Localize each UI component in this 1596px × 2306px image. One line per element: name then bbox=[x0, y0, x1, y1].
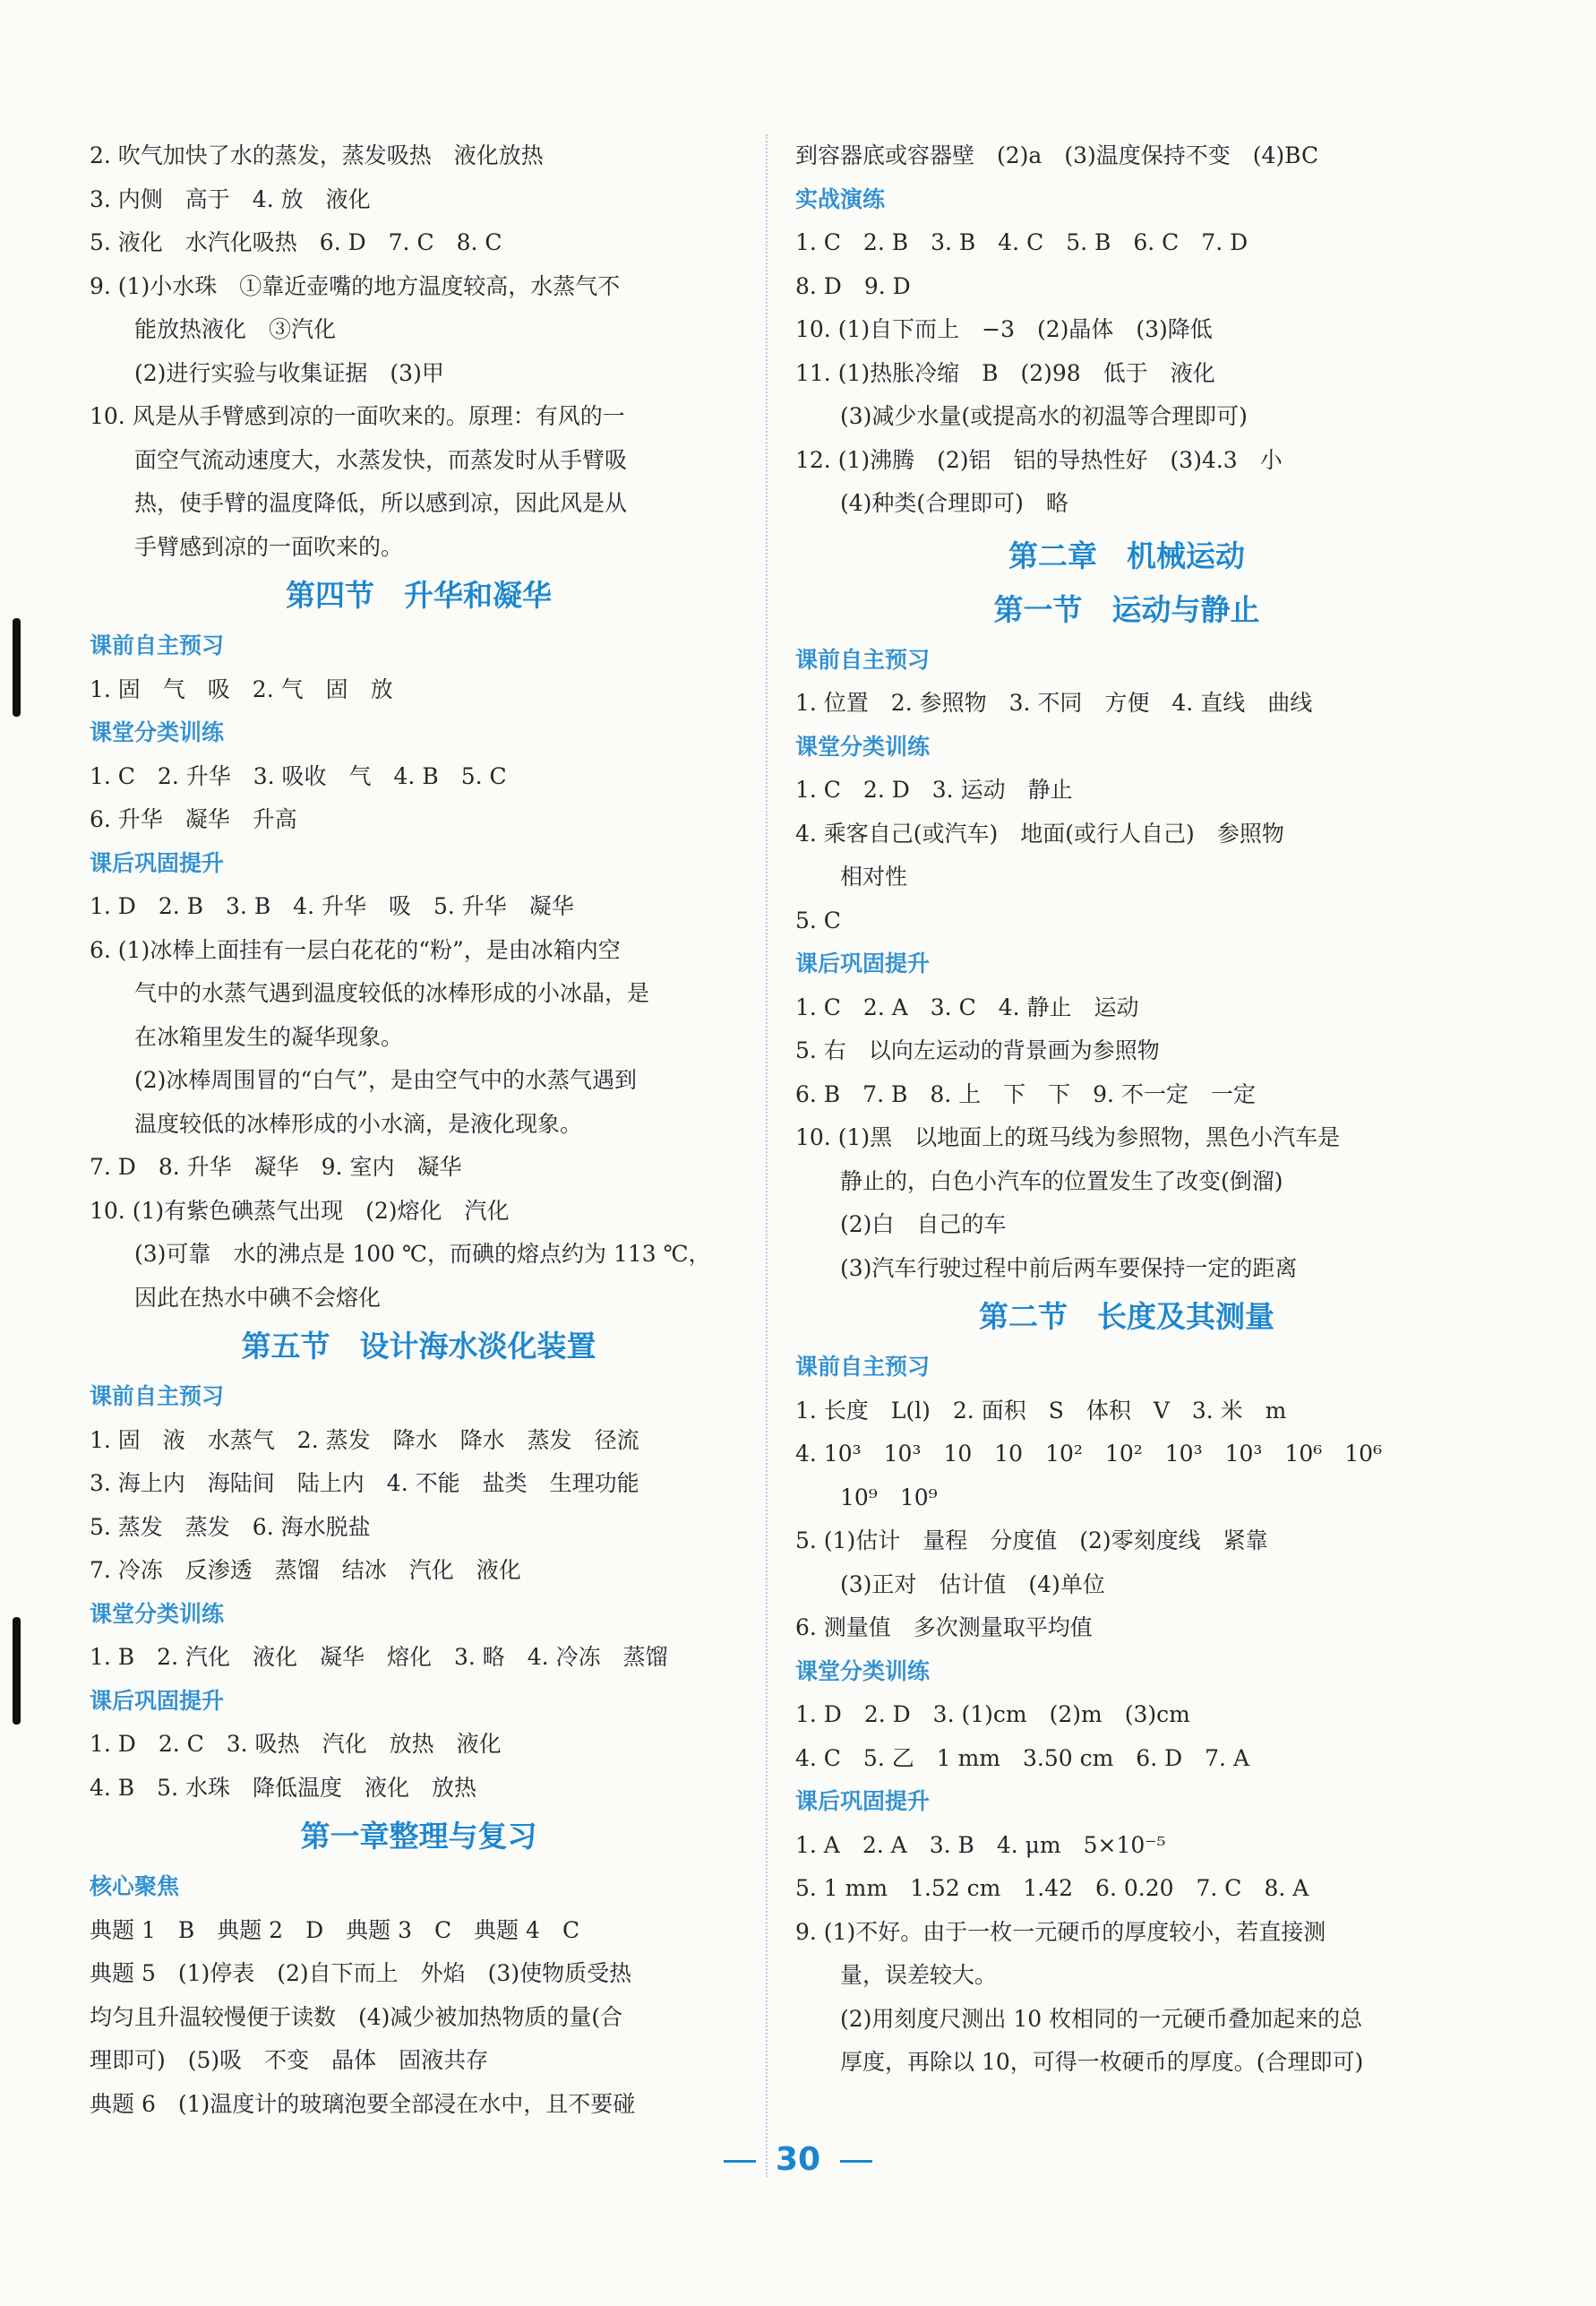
answer-line-continued: 面空气流动速度大，水蒸发快，而蒸发时从手臂吸 bbox=[134, 446, 628, 473]
answer-line: 5. (1)估计 量程 分度值 (2)零刻度线 紧靠 bbox=[795, 1527, 1268, 1553]
answer-line: 5. 液化 水汽化吸热 6. D 7. C 8. C bbox=[90, 229, 502, 255]
subsection-heading: 课堂分类训练 bbox=[90, 1600, 225, 1627]
right-column bbox=[795, 134, 1458, 2085]
section-heading: 第四节 升华和凝华 bbox=[286, 578, 552, 613]
answer-line: 6. (1)冰棒上面挂有一层白花花的“粉”，是由冰箱内空 bbox=[90, 936, 621, 963]
subsection-heading: 课前自主预习 bbox=[795, 646, 931, 673]
subsection-heading: 课堂分类训练 bbox=[90, 719, 225, 745]
answer-line: 4. B 5. 水珠 降低温度 液化 放热 bbox=[90, 1774, 476, 1801]
answer-line: 10. (1)自下而上 −3 (2)晶体 (3)降低 bbox=[795, 316, 1213, 342]
answer-line-continued: 能放热液化 ③汽化 bbox=[134, 316, 337, 342]
answer-line: 5. 1 mm 1.52 cm 1.42 6. 0.20 7. C 8. A bbox=[795, 1875, 1309, 1901]
answer-line: 1. C 2. A 3. C 4. 静止 运动 bbox=[795, 994, 1139, 1020]
section-heading: 第一节 运动与静止 bbox=[993, 591, 1260, 627]
answer-line: 1. 长度 L(l) 2. 面积 S 体积 V 3. 米 m bbox=[795, 1397, 1287, 1424]
subsection-heading: 课堂分类训练 bbox=[795, 1657, 931, 1684]
answer-line: 7. 冷冻 反渗透 蒸馏 结冰 汽化 液化 bbox=[90, 1557, 521, 1583]
answer-line: 4. 10³ 10³ 10 10 10² 10² 10³ 10³ 10⁶ 10⁶ bbox=[795, 1441, 1383, 1467]
subsection-heading: 课前自主预习 bbox=[90, 632, 225, 658]
answer-line-continued: 10⁹ 10⁹ bbox=[840, 1484, 938, 1510]
answer-line: 1. D 2. B 3. B 4. 升华 吸 5. 升华 凝华 bbox=[90, 893, 574, 919]
answer-line-continued: (2)进行实验与收集证据 (3)甲 bbox=[134, 359, 444, 386]
answer-line: 典题 1 B 典题 2 D 典题 3 C 典题 4 C bbox=[90, 1916, 580, 1943]
subsection-heading: 实战演练 bbox=[795, 185, 886, 212]
answer-line: 1. B 2. 汽化 液化 凝华 熔化 3. 略 4. 冷冻 蒸馏 bbox=[90, 1644, 668, 1670]
answer-line: 5. 蒸发 蒸发 6. 海水脱盐 bbox=[90, 1513, 371, 1540]
answer-line: 理即可) (5)吸 不变 晶体 固液共存 bbox=[90, 2047, 489, 2073]
dash-right bbox=[840, 2160, 872, 2163]
answer-line: 3. 内侧 高于 4. 放 液化 bbox=[90, 185, 371, 212]
answer-line: 6. 升华 凝华 升高 bbox=[90, 806, 297, 832]
answer-line: 1. 固 液 水蒸气 2. 蒸发 降水 降水 蒸发 径流 bbox=[90, 1426, 639, 1453]
column-divider bbox=[766, 134, 768, 2177]
answer-line-continued: 在冰箱里发生的凝华现象。 bbox=[134, 1023, 404, 1050]
chapter-heading: 第二章 机械运动 bbox=[1008, 538, 1245, 573]
answer-line-continued: (4)种类(合理即可) 略 bbox=[840, 490, 1068, 516]
answer-line: 9. (1)不好。由于一枚一元硬币的厚度较小，若直接测 bbox=[795, 1918, 1326, 1945]
answer-line-continued: 气中的水蒸气遇到温度较低的冰棒形成的小冰晶，是 bbox=[134, 980, 650, 1006]
answer-line: 1. 位置 2. 参照物 3. 不同 方便 4. 直线 曲线 bbox=[795, 690, 1313, 716]
answer-line: 到容器底或容器壁 (2)a (3)温度保持不变 (4)BC bbox=[795, 142, 1319, 168]
subsection-heading: 课后巩固提升 bbox=[90, 849, 225, 876]
answer-line: 1. C 2. D 3. 运动 静止 bbox=[795, 777, 1073, 803]
answer-line: 9. (1)小水珠 ①靠近壶嘴的地方温度较高，水蒸气不 bbox=[90, 272, 621, 299]
answer-line: 1. 固 气 吸 2. 气 固 放 bbox=[90, 675, 393, 702]
section-heading: 第五节 设计海水淡化装置 bbox=[241, 1329, 596, 1364]
answer-line: 2. 吹气加快了水的蒸发，蒸发吸热 液化放热 bbox=[90, 142, 544, 168]
answer-line-continued: (2)白 自己的车 bbox=[840, 1211, 1007, 1237]
answer-line-continued: (2)冰棒周围冒的“白气”，是由空气中的水蒸气遇到 bbox=[134, 1067, 637, 1093]
answer-line: 7. D 8. 升华 凝华 9. 室内 凝华 bbox=[90, 1154, 462, 1180]
answer-line: 1. D 2. D 3. (1)cm (2)m (3)cm bbox=[795, 1701, 1190, 1727]
scan-mark bbox=[13, 1617, 21, 1725]
answer-line-continued: (2)用刻度尺测出 10 枚相同的一元硬币叠加起来的总 bbox=[840, 2005, 1363, 2032]
answer-line: 1. C 2. 升华 3. 吸收 气 4. B 5. C bbox=[90, 762, 507, 789]
answer-line-continued: (3)汽车行驶过程中前后两车要保持一定的距离 bbox=[840, 1254, 1298, 1281]
answer-line: 4. 乘客自己(或汽车) 地面(或行人自己) 参照物 bbox=[795, 820, 1284, 847]
subsection-heading: 课后巩固提升 bbox=[795, 951, 931, 977]
subsection-heading: 课后巩固提升 bbox=[795, 1788, 931, 1814]
answer-line-continued: 温度较低的冰棒形成的小水滴，是液化现象。 bbox=[134, 1110, 583, 1137]
answer-line-continued: (3)正对 估计值 (4)单位 bbox=[840, 1570, 1105, 1597]
answer-line-continued: (3)减少水量(或提高水的初温等合理即可) bbox=[840, 403, 1248, 429]
answer-line-continued: 因此在热水中碘不会熔化 bbox=[134, 1284, 382, 1311]
answer-line: 典题 6 (1)温度计的玻璃泡要全部浸在水中，且不要碰 bbox=[90, 2090, 636, 2117]
answer-line: 12. (1)沸腾 (2)铝 铝的导热性好 (3)4.3 小 bbox=[795, 446, 1283, 473]
answer-line: 10. (1)黑 以地面上的斑马线为参照物，黑色小汽车是 bbox=[795, 1124, 1341, 1150]
dash-left bbox=[724, 2160, 756, 2163]
answer-line: 5. 右 以向左运动的背景画为参照物 bbox=[795, 1037, 1160, 1063]
answer-line-continued: 厚度，再除以 10，可得一枚硬币的厚度。(合理即可) bbox=[840, 2049, 1364, 2075]
answer-line-continued: 量，误差较大。 bbox=[840, 1962, 998, 1988]
answer-line: 11. (1)热胀冷缩 B (2)98 低于 液化 bbox=[795, 359, 1215, 386]
scan-mark bbox=[13, 618, 21, 717]
answer-line: 典题 5 (1)停表 (2)自下而上 外焰 (3)使物质受热 bbox=[90, 1960, 632, 1986]
page-number bbox=[0, 2141, 1596, 2178]
answer-line: 1. A 2. A 3. B 4. μm 5×10⁻⁵ bbox=[795, 1831, 1166, 1858]
subsection-heading: 核心聚焦 bbox=[90, 1873, 180, 1899]
answer-line: 8. D 9. D bbox=[795, 272, 911, 299]
section-heading: 第二节 长度及其测量 bbox=[979, 1299, 1274, 1334]
subsection-heading: 课前自主预习 bbox=[90, 1383, 225, 1409]
answer-line-continued: 热，使手臂的温度降低，所以感到凉，因此风是从 bbox=[134, 490, 628, 516]
answer-line-continued: 静止的，白色小汽车的位置发生了改变(倒溜) bbox=[840, 1167, 1283, 1194]
answer-line: 5. C bbox=[795, 907, 841, 934]
answer-line: 1. C 2. B 3. B 4. C 5. B 6. C 7. D bbox=[795, 229, 1248, 255]
subsection-heading: 课前自主预习 bbox=[795, 1354, 931, 1380]
section-heading: 第一章整理与复习 bbox=[300, 1819, 537, 1854]
answer-line: 6. B 7. B 8. 上 下 下 9. 不一定 一定 bbox=[795, 1080, 1256, 1107]
answer-line: 10. (1)有紫色碘蒸气出现 (2)熔化 汽化 bbox=[90, 1197, 510, 1224]
answer-line-continued: 手臂感到凉的一面吹来的。 bbox=[134, 533, 404, 560]
answer-line-continued: (3)可靠 水的沸点是 100 ℃，而碘的熔点约为 113 ℃， bbox=[134, 1241, 711, 1267]
answer-line: 6. 测量值 多次测量取平均值 bbox=[795, 1614, 1093, 1640]
answer-line: 10. 风是从手臂感到凉的一面吹来的。原理：有风的一 bbox=[90, 403, 625, 429]
answer-line: 1. D 2. C 3. 吸热 汽化 放热 液化 bbox=[90, 1731, 502, 1757]
left-column bbox=[90, 134, 748, 2126]
answer-line: 均匀且升温较慢便于读数 (4)减少被加热物质的量(合 bbox=[90, 2003, 623, 2030]
answer-line-continued: 相对性 bbox=[840, 864, 908, 890]
answer-line: 3. 海上内 海陆间 陆上内 4. 不能 盐类 生理功能 bbox=[90, 1470, 639, 1496]
page-number-text: 30 bbox=[775, 2141, 821, 2178]
subsection-heading: 课堂分类训练 bbox=[795, 733, 931, 760]
answer-line: 4. C 5. 乙 1 mm 3.50 cm 6. D 7. A bbox=[795, 1744, 1250, 1771]
subsection-heading: 课后巩固提升 bbox=[90, 1687, 225, 1714]
